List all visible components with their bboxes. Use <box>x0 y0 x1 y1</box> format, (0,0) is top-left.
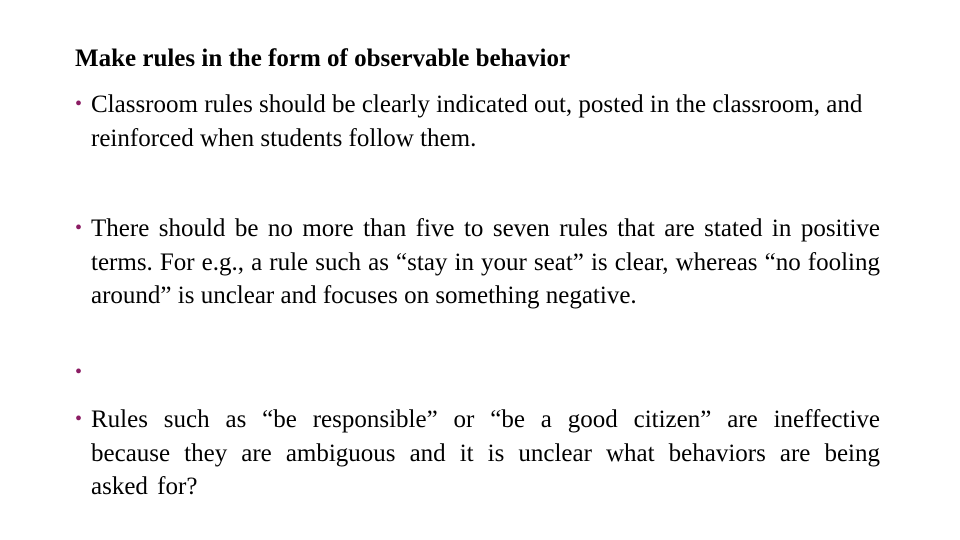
bullet-marker: • <box>75 408 83 430</box>
bullet-item <box>75 88 880 155</box>
bullet-marker: • <box>75 361 83 383</box>
bullet-text: Classroom rules should be clearly indicated out, posted in the classroom, and reinforced when students follow them. <box>91 91 863 152</box>
slide-title: Make rules in the form of observable behavior <box>75 45 571 72</box>
bullet-item <box>75 403 880 504</box>
bullet-marker: • <box>75 93 83 115</box>
bullet-text: There should be no more than five to seven rules that are stated in positive terms. For e.g., a rule such as “stay in your seat” is clear, whereas “no fooling around” is unclear and focuses on something negative. <box>91 215 880 309</box>
bullet-text: Rules such as “be responsible” or “be a good citizen” are ineffective because they are ambiguous and it is unclear what behaviors are being asked for? <box>91 406 880 500</box>
bullet-marker: • <box>75 217 83 239</box>
bullet-item <box>75 212 880 313</box>
